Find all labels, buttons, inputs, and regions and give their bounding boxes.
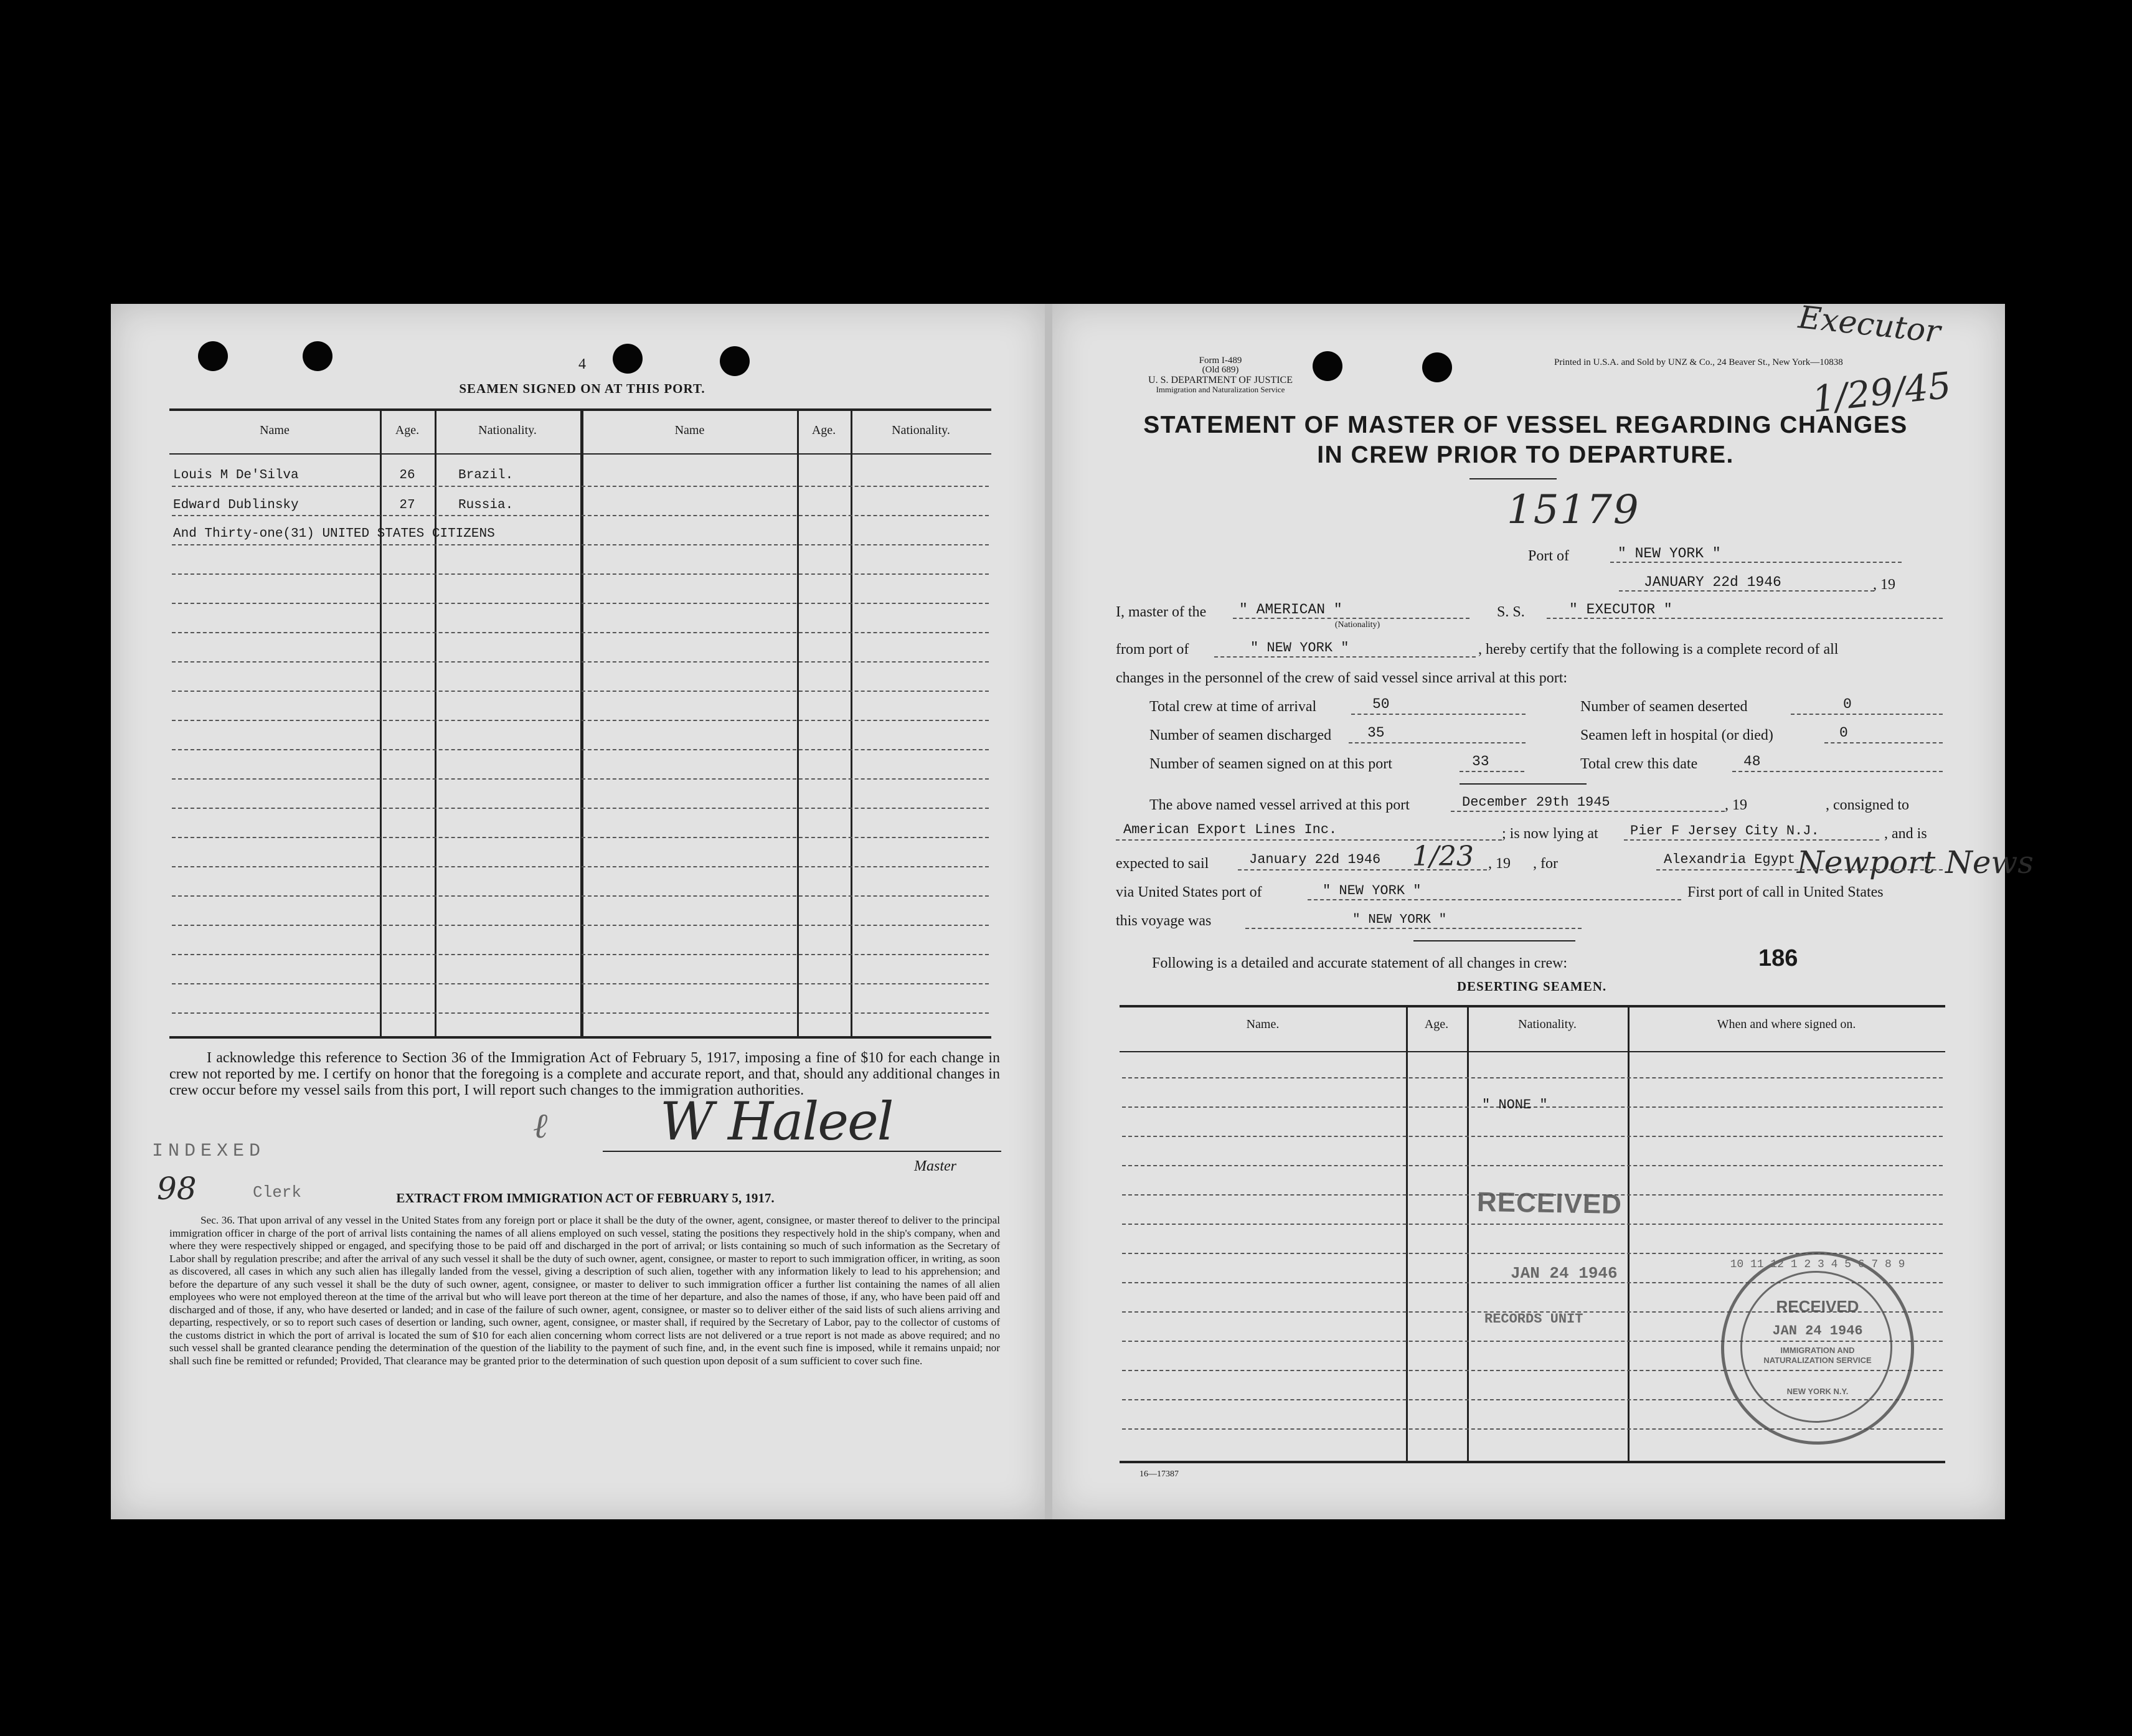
row-rule <box>172 983 989 984</box>
desert-table-header-rule <box>1120 1051 1945 1052</box>
table-bottom-rule <box>169 1036 991 1039</box>
service: Immigration and Naturalization Service <box>1156 385 1285 394</box>
fill-line <box>1656 869 1943 870</box>
via-label: via United States port of <box>1116 884 1262 900</box>
column-header: Age. <box>811 423 836 437</box>
fill-line <box>1610 562 1902 563</box>
signature-line <box>603 1151 1001 1152</box>
from-port-value: " NEW YORK " <box>1250 640 1349 656</box>
fill-line <box>1624 839 1879 841</box>
desert-table-top-rule <box>1120 1005 1945 1007</box>
deserting-title: DESERTING SEAMEN. <box>1456 979 1607 994</box>
row-rule <box>172 486 989 487</box>
row-rule <box>172 544 989 545</box>
stat-label: Total crew at time of arrival <box>1149 699 1317 715</box>
row-rule <box>1122 1077 1943 1078</box>
section-title: SEAMEN SIGNED ON AT THIS PORT. <box>459 381 705 396</box>
column-divider <box>1628 1006 1630 1461</box>
punch-hole <box>720 346 750 376</box>
vessel-name: " EXECUTOR " <box>1569 601 1672 618</box>
master-label: Master <box>914 1158 956 1174</box>
stamp-date: JAN 24 1946 <box>1772 1323 1863 1339</box>
crew-nationality: Russia. <box>458 498 514 512</box>
row-rule <box>172 925 989 926</box>
ss-label: S. S. <box>1497 604 1525 620</box>
stat-label: Seamen left in hospital (or died) <box>1580 727 1773 743</box>
punch-hole <box>1422 352 1452 382</box>
fill-line <box>1824 742 1943 743</box>
column-divider <box>1467 1006 1469 1461</box>
changes-text: changes in the personnel of the crew of said vessel since arrival at this port: <box>1116 670 1568 686</box>
fill-line <box>1238 869 1487 870</box>
handwritten-vessel-name: Executor <box>1796 299 1942 350</box>
handwritten-destination: Newport News <box>1797 844 2034 880</box>
fill-line <box>1349 742 1526 743</box>
stamp-city: NEW YORK N.Y. <box>1786 1387 1849 1396</box>
round-received-stamp <box>1721 1252 1914 1445</box>
column-header: Name <box>674 423 705 437</box>
nationality-caption: (Nationality) <box>1334 620 1380 630</box>
column-header: Nationality. <box>1518 1017 1577 1031</box>
row-rule <box>172 573 989 575</box>
form-old-number: (Old 689) <box>1202 365 1239 375</box>
row-rule <box>172 661 989 663</box>
column-divider <box>797 410 799 1036</box>
first-port-label: First port of call in United States <box>1687 884 1884 900</box>
footer-code: 16—17387 <box>1139 1469 1179 1479</box>
master-of-label: I, master of the <box>1116 604 1207 620</box>
extract-title: EXTRACT FROM IMMIGRATION ACT OF FEBRUARY 5, 1917. <box>396 1191 775 1205</box>
lying-value: Pier F Jersey City N.J. <box>1630 823 1819 839</box>
lying-label: ; is now lying at <box>1502 826 1598 842</box>
column-header: Nationality. <box>478 423 537 437</box>
row-rule <box>1122 1224 1943 1225</box>
fill-line <box>1791 714 1943 715</box>
via-value: " NEW YORK " <box>1323 883 1422 899</box>
column-header: Age. <box>395 423 420 437</box>
certify-text: , hereby certify that the following is a complete record of all <box>1478 641 1839 658</box>
arrived-label: The above named vessel arrived at this port <box>1149 797 1410 813</box>
crew-summary: And Thirty-one(31) UNITED STATES CITIZENS <box>173 527 495 541</box>
page-gutter <box>1045 304 1052 1519</box>
fill-line <box>1351 714 1526 715</box>
fill-line <box>1732 771 1943 772</box>
column-header: Nationality. <box>892 423 950 437</box>
stat-label: Number of seamen discharged <box>1149 727 1332 743</box>
form-number: Form I-489 <box>1199 356 1242 366</box>
clerk-initials: 98 <box>157 1171 197 1207</box>
stamp-received: RECEIVED <box>1776 1297 1859 1316</box>
row-rule <box>172 837 989 838</box>
voyage-underline <box>1413 940 1575 941</box>
punch-hole <box>303 341 333 371</box>
date-suffix: , 19 <box>1873 577 1895 593</box>
row-rule <box>172 603 989 604</box>
handwritten-expected: 1/23 <box>1412 841 1474 872</box>
row-rule <box>1122 1136 1943 1137</box>
extract-text: Sec. 36. That upon arrival of any vessel in the United States from any foreign port or place it shall be the duty of the owner, agent, consignee, or master thereof to deliver to the principal immigration officer in charge of the port of arrival lists containing the names of all aliens employed on such vessel, stating the positions they respectively hold in the ship's company, when and where they were respectively shipped or engaged, and specifying those to be paid off and discharged in the port of arrival; or lists containing so much of such information as the Secretary of Labor shall by regulation prescribe; and after the arrival of any such vessel it shall be the duty of such owner, agent, consignee, or master to report to such immigration officer, in writing, as soon as discovered, all cases in which any such alien has illegally landed from the vessel, giving a description of such alien, together with any information likely to lead to his apprehension; and before the departure of any such vessel it shall be the duty of such owner, agent, consignee, or master to deliver to such immigration officer a further list containing the names of all alien employees who were not employed thereon at the time of the arrival but who will leave port thereon at the time of her departure, and also the names of those, if any, who have been paid off and discharged and of those, if any, who have deserted or landed; and in case of the failure of such owner, agent, consignee, or master so to deliver either of the said lists of such aliens arriving and departing, respectively, or so to report such cases of desertion or landing, such owner, agent, consignee, or master shall, if required by the Secretary of Labor, pay to the collector of customs of the customs district in which the port of arrival is located the sum of $10 for each alien concerning whom correct lists are not delivered or a true report is not made as above required; and no such vessel shall be granted clearance pending the determination of the question of the liability to the payment of such fine, and, in the event such fine is imposed, while it remains unpaid; nor shall such fine be remitted or refunded; Provided, That clearance may be granted prior to the determination of such question upon deposit of a sum sufficient to cover such fine. <box>169 1214 1000 1367</box>
from-port-label: from port of <box>1116 641 1189 658</box>
fill-line <box>1619 590 1874 592</box>
page-number: 4 <box>578 356 586 372</box>
stat-value: 50 <box>1372 696 1390 712</box>
row-rule <box>1122 1165 1943 1166</box>
crew-age: 26 <box>399 468 415 483</box>
fill-line <box>1547 618 1943 619</box>
row-rule <box>172 895 989 897</box>
crew-name: Louis M De'Silva <box>173 468 299 483</box>
row-rule <box>172 778 989 780</box>
stat-value: 0 <box>1843 696 1852 712</box>
expected-label: expected to sail <box>1116 856 1209 872</box>
fill-line <box>1233 618 1469 619</box>
this-voyage-value: " NEW YORK " <box>1352 913 1447 927</box>
row-rule <box>172 749 989 750</box>
nationality-value: " AMERICAN " <box>1239 601 1342 618</box>
stat-value: 35 <box>1367 725 1385 741</box>
and-is-label: , and is <box>1884 826 1927 842</box>
crew-age: 27 <box>399 498 415 512</box>
fill-line <box>1308 899 1681 900</box>
stat-value: 0 <box>1839 725 1848 741</box>
column-divider <box>1406 1006 1408 1461</box>
handwritten-file-number: 15179 <box>1507 487 1640 533</box>
following-text: Following is a detailed and accurate statement of all changes in crew: <box>1152 955 1568 971</box>
received-stamp: RECEIVED <box>1476 1186 1623 1220</box>
for-label: , 19 , for <box>1488 856 1558 872</box>
stamp-service: IMMIGRATION AND NATURALIZATION SERVICE <box>1763 1346 1872 1365</box>
row-rule <box>172 632 989 633</box>
crew-name: Edward Dublinsky <box>173 498 299 512</box>
indexed-stamp: INDEXED <box>152 1141 266 1162</box>
column-divider <box>580 410 583 1036</box>
fill-line <box>1214 656 1476 658</box>
column-header: Age. <box>1424 1017 1449 1031</box>
row-rule <box>172 515 989 516</box>
acknowledgment-text: I acknowledge this reference to Section 36 of the Immigration Act of February 5, 1917, imposing a fine of $10 for each change in crew not reported by me. I certify on honor that the foregoing is a complete and accurate report, and that, should any additional changes in crew occur before my vessel sails from this port, I will report such changes to the immigration authorities. <box>169 1050 1000 1098</box>
row-rule <box>172 866 989 867</box>
column-header: When and where signed on. <box>1717 1017 1856 1031</box>
stat-label: Number of seamen signed on at this port <box>1149 756 1392 772</box>
row-rule <box>172 1012 989 1014</box>
column-divider <box>851 410 852 1036</box>
column-header: Name. <box>1246 1017 1280 1031</box>
stat-value: 48 <box>1743 753 1761 770</box>
crew-nationality: Brazil. <box>458 468 514 483</box>
received-stamp-unit: RECORDS UNIT <box>1484 1311 1583 1327</box>
none-entry: " NONE " <box>1482 1097 1548 1113</box>
form-title-line1: STATEMENT OF MASTER OF VESSEL REGARDING CHANGES <box>1143 412 1908 438</box>
row-rule <box>172 691 989 692</box>
consigned-label: , consigned to <box>1826 797 1909 813</box>
row-rule <box>172 954 989 955</box>
consignee: American Export Lines Inc. <box>1123 822 1337 837</box>
stat-label: Total crew this date <box>1580 756 1698 772</box>
received-stamp-date: JAN 24 1946 <box>1511 1264 1618 1283</box>
clerk-label: Clerk <box>253 1183 302 1202</box>
port-of-value: " NEW YORK " <box>1618 545 1721 562</box>
department: U. S. DEPARTMENT OF JUSTICE <box>1148 375 1293 385</box>
stat-underline <box>1460 783 1587 785</box>
stamped-page-number: 186 <box>1758 945 1798 971</box>
stat-value: 33 <box>1472 753 1489 770</box>
form-title-line2: IN CREW PRIOR TO DEPARTURE. <box>1317 441 1734 468</box>
stamp-ring-numbers: 10 11 12 1 2 3 4 5 6 7 8 9 <box>1730 1258 1905 1271</box>
master-signature: W Haleel <box>660 1091 893 1152</box>
title-underline <box>1469 478 1557 479</box>
arrived-value: December 29th 1945 <box>1462 795 1610 810</box>
column-header: Name <box>260 423 290 437</box>
handwritten-date: 1/29/45 <box>1810 364 1953 421</box>
punch-hole <box>198 341 228 371</box>
destination: Alexandria Egypt <box>1664 852 1796 867</box>
witness-initials: ℓ <box>533 1106 548 1146</box>
fill-line <box>1451 811 1725 812</box>
port-of-label: Port of <box>1528 548 1569 564</box>
fill-line <box>1245 928 1582 929</box>
fill-line <box>1460 771 1524 772</box>
form-date: JANUARY 22d 1946 <box>1644 574 1781 590</box>
row-rule <box>172 720 989 721</box>
row-rule <box>172 808 989 809</box>
desert-table-bottom-rule <box>1120 1461 1945 1463</box>
stat-label: Number of seamen deserted <box>1580 699 1748 715</box>
this-voyage-label: this voyage was <box>1116 913 1212 929</box>
nineteen-label: , 19 <box>1725 797 1747 813</box>
column-divider <box>435 410 436 1036</box>
expected-value: January 22d 1946 <box>1249 852 1381 867</box>
punch-hole <box>613 344 643 374</box>
printer-line: Printed in U.S.A. and Sold by UNZ & Co., 24 Beaver St., New York—10838 <box>1554 357 1843 367</box>
